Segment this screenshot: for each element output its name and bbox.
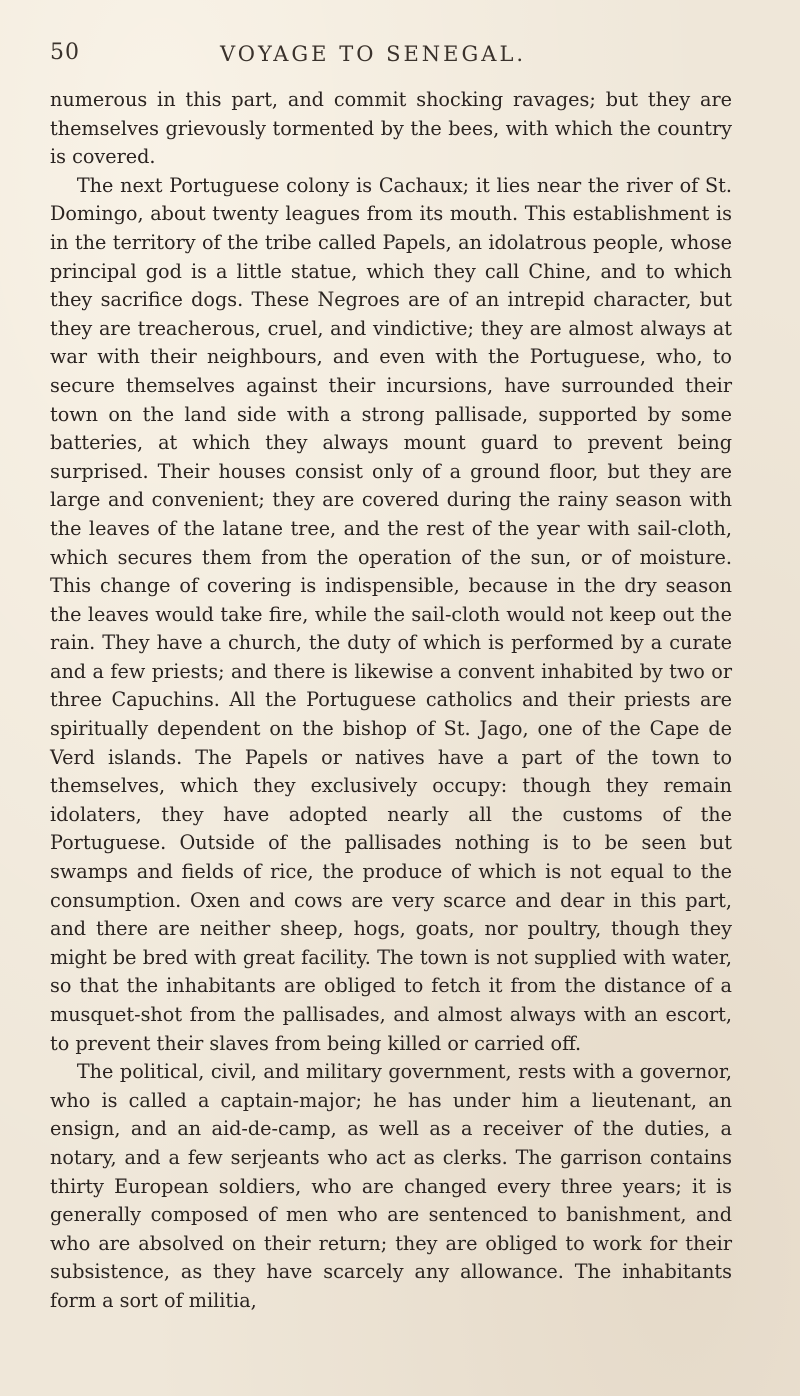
page-number: 50 [50, 40, 80, 65]
body-text [50, 86, 732, 1316]
paragraph-cachaux: The next Portuguese colony is Cachaux; it lies near the river of St. Domingo, about twenty leagues from its mouth. This establishment is in the territory of the tribe called Papels, an idolatrous people, whose principal god is a little statue, which they call Chine, and to which they sacrifice dogs. These Negroes are of an intrepid character, but they are treacherous, cruel, and vindictive; they are almost always at war with their neighbours, and even with the Portuguese, who, to secure themselves against their incursions, have surrounded their town on the land side with a strong pallisade, supported by some batteries, at which they always mount guard to prevent being surprised. Their houses consist only of a ground floor, but they are large and convenient; they are covered during the rainy season with the leaves of the latane tree, and the rest of the year with sail-cloth, which secures them from the operation of the sun, or of moisture. This change of covering is indispensible, because in the dry season the leaves would take fire, while the sail-cloth would not keep out the rain. They have a church, the duty of which is performed by a curate and a few priests; and there is likewise a convent inhabited by two or three Capuchins. All the Portuguese catholics and their priests are spiritually dependent on the bishop of St. Jago, one of the Cape de Verd islands. The Papels or natives have a part of the town to themselves, which they exclusively occupy: though they remain idolaters, they have adopted nearly all the customs of the Portuguese. Outside of the pallisades nothing is to be seen but swamps and fields of rice, the produce of which is not equal to the consumption. Oxen and cows are very scarce and dear in this part, and there are neither sheep, hogs, goats, nor poultry, though they might be bred with great facility. The town is not supplied with water, so that the inhabitants are obliged to fetch it from the distance of a musquet-shot from the pallisades, and almost always with an escort, to prevent their slaves from being killed or carried off. [50, 173, 732, 1055]
running-head: VOYAGE TO SENEGAL. [220, 42, 527, 66]
paragraph-government: The political, civil, and military government, rests with a governor, who is called a captain-major; he has under him a lieutenant, an ensign, and an aid-de-camp, as well as a receiver of the duties, a notary, and a few serjeants who act as clerks. The garrison contains thirty European soldiers, who are changed every three years; it is generally composed of men who are sentenced to banishment, and who are absolved on their return; they are obliged to work for their subsistence, as they have scarcely any allowance. The inhabitants form a sort of militia, [50, 1060, 732, 1312]
paragraph-continued: numerous in this part, and commit shocking ravages; but they are themselves grievously tormented by the bees, with which the country is covered. [50, 88, 732, 169]
page-header [50, 40, 710, 80]
